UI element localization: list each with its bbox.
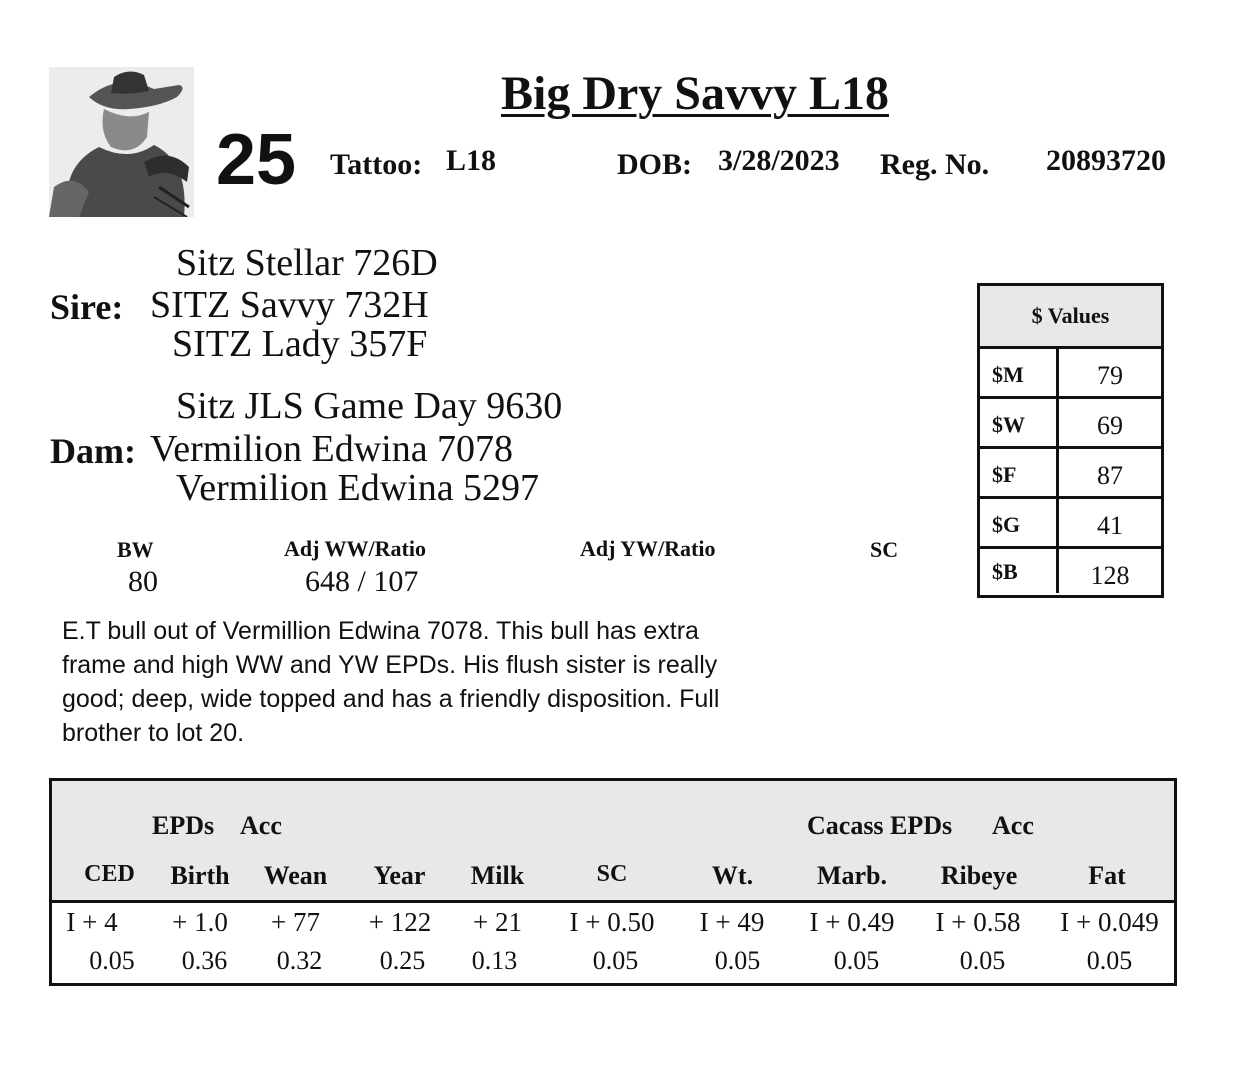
adj-ww-value: 648 / 107 [305,565,419,598]
dollar-key: $G [980,499,1059,546]
epd-value-marb: I + 0.49 [809,907,895,937]
dollar-row [980,449,1161,499]
epd-acc-year: 0.25 [379,946,426,975]
epds-group-label: EPDs [152,811,215,840]
dollar-key: $W [980,399,1059,446]
dob-label: DOB: [617,148,692,181]
col-header-ribeye: Ribeye [940,861,1018,890]
adj-ww-label: Adj WW/Ratio [284,536,426,561]
bw-value: 80 [128,565,158,598]
col-header-fat: Fat [1088,861,1126,890]
col-header-birth: Birth [170,861,230,890]
epd-value-fat: I + 0.049 [1060,907,1159,937]
sire-sire: Sitz Stellar 726D [176,242,438,284]
epd-acc-marb: 0.05 [833,946,880,975]
dollar-value: 87 [1097,461,1123,490]
ranch-logo [49,67,194,217]
dollar-row [980,349,1161,399]
dam-sire: Sitz JLS Game Day 9630 [176,385,563,427]
epd-value-year: + 122 [368,907,432,937]
animal-name-title: Big Dry Savvy L18 [500,67,890,120]
dollar-row [980,549,1161,593]
lot-description: E.T bull out of Vermillion Edwina 7078. This bull has extra frame and high WW and YW EPDs. His flush sister is really good; deep, wide topped and has a friendly disposition. Full brother to lot 20. [62,617,720,747]
dollar-values-title: $ Values [980,286,1161,349]
dollar-key: $M [980,349,1059,396]
col-header-year: Year [373,861,426,890]
carcass-epds-group-label: Cacass EPDs [807,811,953,840]
dam-name: Vermilion Edwina 7078 [150,428,514,470]
epd-acc-wt: 0.05 [714,946,761,975]
epd-acc-birth: 0.36 [181,946,228,975]
reg-no-label: Reg. No. [880,148,990,181]
epds-acc-label: Acc [240,811,282,840]
epd-value-wean: + 77 [271,907,320,937]
dollar-key: $B [980,549,1059,593]
col-header-milk: Milk [470,861,525,890]
epd-acc-ribeye: 0.05 [959,946,1006,975]
col-header-wt: Wt. [711,861,754,890]
sc-label: SC [870,537,899,562]
dollar-value: 128 [1090,561,1130,590]
col-header-sc: SC [596,861,628,887]
epd-table [49,778,1177,986]
epd-acc-milk: 0.13 [471,946,518,975]
col-header-wean: Wean [263,861,328,890]
dollar-row [980,499,1161,549]
dollar-key: $F [980,449,1059,496]
epd-value-wt: I + 49 [699,907,765,937]
carcass-acc-label: Acc [992,811,1034,840]
sire-name: SITZ Savvy 732H [150,284,429,326]
epd-acc-fat: 0.05 [1086,946,1133,975]
epd-value-birth: + 1.0 [172,907,228,937]
adj-yw-label: Adj YW/Ratio [580,536,716,561]
dam-dam: Vermilion Edwina 5297 [176,467,540,509]
dollar-row [980,399,1161,449]
bw-label: BW [117,537,154,562]
sire-label: Sire: [50,287,124,327]
dam-label: Dam: [50,431,136,471]
col-header-marb: Marb. [816,861,888,890]
dob-value: 3/28/2023 [718,144,840,177]
tattoo-value: L18 [446,144,497,177]
epd-acc-wean: 0.32 [276,946,323,975]
sire-dam: SITZ Lady 357F [172,323,428,365]
epd-value-sc: I + 0.50 [569,907,655,937]
cowboy-icon [49,67,194,217]
dollar-values-table [977,283,1164,598]
reg-no-value: 20893720 [1046,144,1166,177]
tattoo-label: Tattoo: [330,148,423,181]
epd-value-ced: I + 4 [66,907,118,937]
dollar-value: 79 [1097,361,1123,390]
lot-number: 25 [216,120,297,200]
col-header-ced: CED [84,861,135,887]
dollar-value: 41 [1097,511,1123,540]
dollar-value: 69 [1097,411,1123,440]
epd-acc-sc: 0.05 [592,946,639,975]
epd-value-milk: + 21 [473,907,522,937]
epd-acc-ced: 0.05 [89,946,135,975]
epd-value-ribeye: I + 0.58 [935,907,1021,937]
